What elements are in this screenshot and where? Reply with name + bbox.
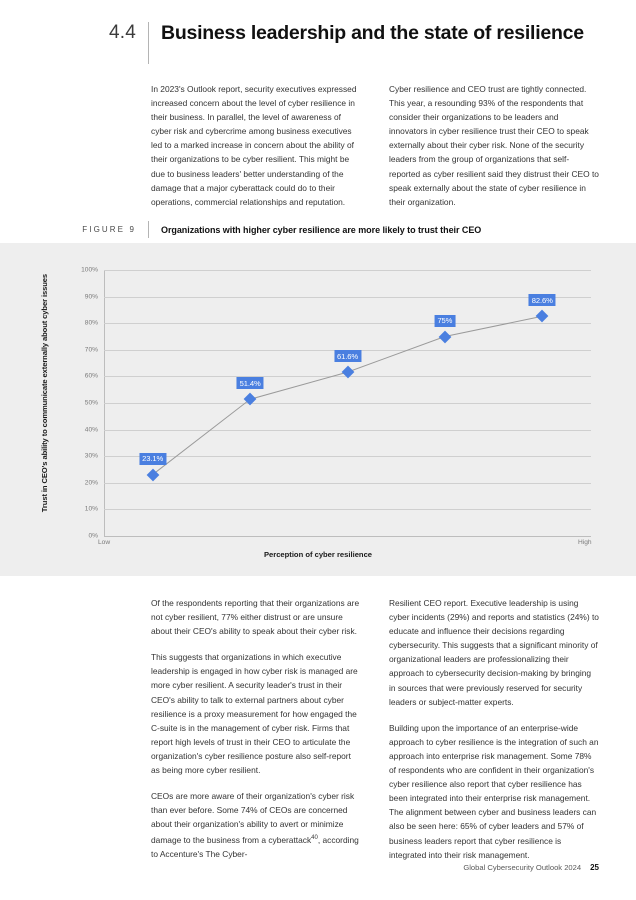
- y-axis-tick-label: 50%: [84, 399, 98, 407]
- chart-gridline: [104, 536, 591, 537]
- paragraph: Building upon the importance of an enterprise-wide approach to cyber resilience is the integration of such an approach into enterprise risk management. Some 78% of respondents who are confident in their organization's cyber resilience also report that cyber resilience has been integrated into their enterprise risk management. The alignment between cyber and business leaders can also be seen here: 65% of cyber leaders and 57% of business leaders report that cyber resilience is integrated into their risk management.: [389, 722, 599, 860]
- y-axis-tick-label: 80%: [84, 319, 98, 327]
- chart-data-label: 82.6%: [529, 294, 556, 306]
- y-axis-tick-label: 10%: [84, 505, 98, 513]
- paragraph: Resilient CEO report. Executive leadership is using cyber incidents (29%) and reports and statistics (24%) to educate and influence their decisions regarding cybersecurity. This suggests that a significant minority of organizational leaders are professionalizing their approach to cybersecurity decision-making by bringing in sources that were previously reserved for security leaders or subject-matter experts.: [389, 598, 599, 707]
- intro-columns: [151, 82, 599, 209]
- paragraph: Of the respondents reporting that their organizations are not cyber resilient, 77% either distrust or are unsure about their CEO's ability to speak about their cyber risk.: [151, 598, 360, 637]
- outro-column-right: [389, 596, 599, 862]
- chart-plot-area: [81, 266, 591, 540]
- chart-x-axis-title: Perception of cyber resilience: [263, 550, 373, 559]
- paragraph-text: CEOs are more aware of their organization's cyber risk than ever before. Some 74% of CEOs are concerned about their organization's ability to avert or minimize damage to the business from a cyberattack: [151, 791, 355, 846]
- y-axis-tick-label: 40%: [84, 426, 98, 434]
- page-title: Business leadership and the state of resilience: [161, 22, 584, 44]
- chart-y-axis-title: [36, 268, 52, 518]
- outro-column-left: [151, 596, 361, 862]
- intro-column-left: [151, 82, 361, 209]
- x-axis-low-label: Low: [98, 539, 111, 546]
- outro-columns: [151, 596, 599, 862]
- figure-caption: [0, 221, 636, 238]
- y-axis-tick-label: 100%: [81, 266, 98, 274]
- paragraph: In 2023's Outlook report, security executives expressed increased concern about the level of cyber resilience in their business. In parallel, the level of awareness of cyber risk and cybercrime among business executives led to a marked increase in concern about the ability of their organizations to be cyber resilient. This might be due to business leaders' better understanding of the damage that a major cyberattack could do to their operations, commercial relationships and reputation.: [151, 84, 357, 207]
- paragraph-text-cont: , according to Accenture's The Cyber-: [151, 835, 359, 860]
- paragraph: Cyber resilience and CEO trust are tightly connected. This year, a resounding 93% of the respondents that consider their organizations to be leaders and innovators in cyber resilience trust their CEO to speak externally about their cyber risk. None of the security leaders from the group of organizations that self-reported as cyber resilient said they distrust their CEO to speak externally about the state of cyber resilience in their organization.: [389, 84, 599, 207]
- footer-document-title: Global Cybersecurity Outlook 2024: [463, 863, 582, 872]
- chart-data-label: 23.1%: [139, 453, 166, 465]
- chart-data-label: 61.6%: [334, 350, 361, 362]
- y-axis-title-text: Trust in CEO's ability to communicate externally about cyber issues: [39, 273, 49, 513]
- y-axis-tick-label: 60%: [84, 372, 98, 380]
- paragraph: [151, 789, 361, 861]
- page-footer: [463, 863, 599, 872]
- chart-series-line: [104, 270, 591, 536]
- y-axis-tick-label: 70%: [84, 346, 98, 354]
- footnote-marker: 40: [311, 835, 318, 842]
- intro-column-right: [389, 82, 599, 209]
- y-axis-tick-label: 90%: [84, 293, 98, 301]
- section-heading: [0, 22, 636, 64]
- x-axis-high-label: High: [578, 539, 592, 546]
- section-number: 4.4: [108, 22, 136, 43]
- y-axis-tick-label: 20%: [84, 479, 98, 487]
- chart-data-label: 51.4%: [237, 377, 264, 389]
- figure-label: FIGURE 9: [82, 225, 136, 234]
- paragraph: This suggests that organizations in which executive leadership is engaged in how cyber risk is managed are more cyber resilient. A security leader's trust in their CEO's ability to talk to external partners about cyber resilience is a proxy measurement for how engaged the C-suite is in the management of cyber risk. Firms that report high levels of trust in their CEO to articulate the organization's cyber resilience posture also self-report as being more cyber resilient.: [151, 652, 358, 776]
- y-axis-tick-label: 30%: [84, 452, 98, 460]
- figure-title: Organizations with higher cyber resilience are more likely to trust their CEO: [161, 224, 482, 235]
- page-number: 25: [590, 863, 599, 872]
- y-axis-tick-label: 0%: [88, 532, 98, 540]
- chart-data-label: 75%: [434, 315, 455, 327]
